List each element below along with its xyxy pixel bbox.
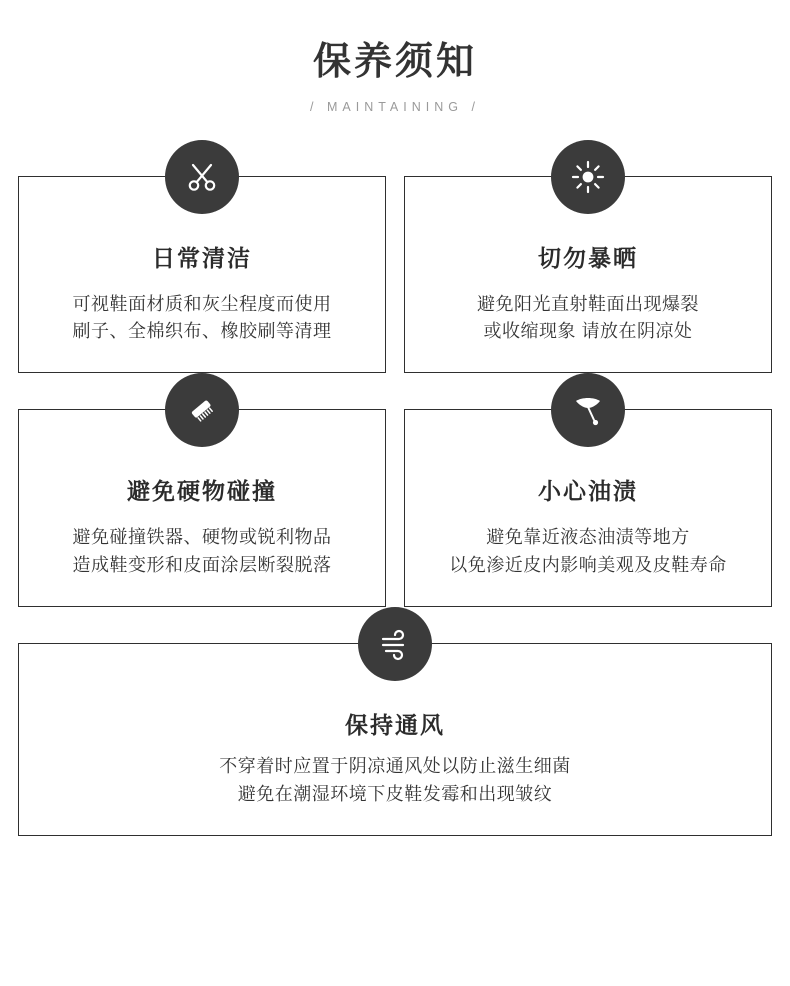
tip-line: 以免渗近皮内影响美观及皮鞋寿命 — [449, 554, 727, 575]
tips-grid — [18, 176, 772, 872]
tips-row — [18, 409, 772, 606]
page-subtitle: / MAINTAINING / — [310, 99, 480, 114]
tip-line: 或收缩现象 请放在阴凉处 — [483, 321, 693, 342]
brush-icon — [165, 373, 239, 447]
tips-row — [18, 176, 772, 373]
tip-line: 造成鞋变形和皮面涂层断裂脱落 — [72, 554, 332, 575]
tip-title: 保持通风 — [345, 711, 445, 738]
tip-title: 切勿暴晒 — [538, 245, 638, 271]
page-header — [0, 0, 790, 114]
tip-description — [421, 524, 755, 580]
tip-description — [35, 753, 755, 809]
sun-icon — [551, 140, 625, 214]
tip-card-daily-cleaning — [18, 176, 386, 373]
tip-title: 避免硬物碰撞 — [127, 478, 277, 505]
tip-card-avoid-impact — [18, 409, 386, 606]
tip-title: 小心油渍 — [538, 478, 638, 505]
tip-line: 避免阳光直射鞋面出现爆裂 — [477, 293, 699, 314]
tip-line: 可视鞋面材质和灰尘程度而使用 — [72, 293, 332, 314]
tip-line: 刷子、全棉织布、橡胶刷等清理 — [72, 321, 332, 342]
tip-title: 日常清洁 — [152, 245, 252, 271]
tips-row — [18, 643, 772, 836]
wind-icon — [358, 607, 432, 681]
page-title: 保养须知 — [312, 41, 477, 83]
scissors-icon — [165, 140, 239, 214]
tip-line: 避免碰撞铁器、硬物或锐利物品 — [72, 526, 332, 547]
tip-description — [35, 291, 369, 347]
tip-card-avoid-sun — [404, 176, 772, 373]
tip-description — [421, 291, 755, 347]
tip-line: 避免在潮湿环境下皮鞋发霉和出现皱纹 — [237, 784, 553, 805]
tip-card-ventilation — [18, 643, 772, 836]
tip-card-oil-stain — [404, 409, 772, 606]
tip-line: 不穿着时应置于阴凉通风处以防止滋生细菌 — [219, 756, 571, 777]
tip-line: 避免靠近液态油渍等地方 — [486, 526, 690, 547]
tip-description — [35, 524, 369, 580]
oil-drop-icon — [551, 373, 625, 447]
